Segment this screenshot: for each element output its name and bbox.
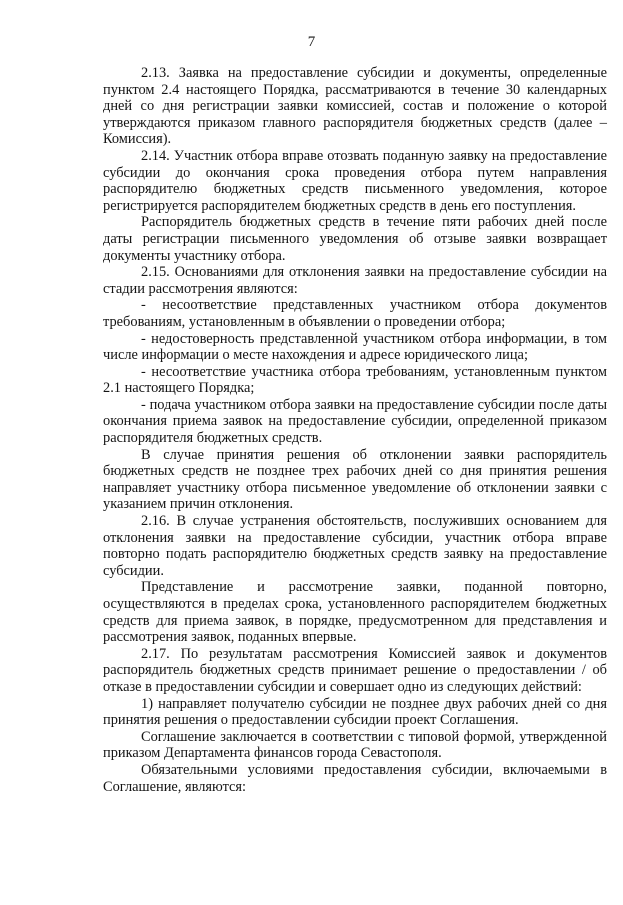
page-number: 7: [307, 34, 316, 50]
paragraph-2-15: 2.15. Основаниями для отклонения заявки на предоставление субсидии на стадии рассмотрения являются:: [103, 264, 607, 297]
list-item-nonconformity-documents: - несоответствие представленных участником отбора документов требованиям, установленным в объявлении о проведении отбора;: [103, 297, 607, 330]
paragraph-return-documents: Распорядитель бюджетных средств в течение пяти рабочих дней после даты регистрации письменного уведомления об отзыве заявки возвращает документы участнику отбора.: [103, 214, 607, 264]
paragraph-action-1: 1) направляет получателю субсидии не позднее двух рабочих дней со дня принятия решения о предоставлении субсидии проект Соглашения.: [103, 695, 607, 729]
paragraph-rejection-notice: В случае принятия решения об отклонении заявки распорядитель бюджетных средств не позднее трех рабочих дней со дня принятия решения направляет участнику отбора письменное уведомление об отклонении заявки с указанием причин отклонения.: [103, 446, 607, 513]
list-item-false-information: - недостоверность представленной участником отбора информации, в том числе информации о месте нахождения и адресе юридического лица;: [103, 330, 607, 364]
paragraph-2-17: 2.17. По результатам рассмотрения Комиссией заявок и документов распорядитель бюджетных средств принимает решение о предоставлении / об отказе в предоставлении субсидии и совершает одно из следующих действий:: [103, 645, 607, 695]
document-body: [103, 65, 607, 795]
paragraph-mandatory-conditions: Обязательными условиями предоставления субсидии, включаемыми в Соглашение, являются:: [103, 761, 607, 795]
paragraph-agreement-form: Соглашение заключается в соответствии с типовой формой, утвержденной приказом Департамента финансов города Севастополя.: [103, 728, 607, 762]
list-item-nonconformity-participant: - несоответствие участника отбора требованиям, установленным пунктом 2.1 настоящего Порядка;: [103, 363, 607, 397]
paragraph-2-13: 2.13. Заявка на предоставление субсидии и документы, определенные пунктом 2.4 настоящего Порядка, рассматриваются в течение 30 календарных дней со дня регистрации заявки комиссией, состав и положение о которой утверждаются приказом главного распорядителя бюджетных средств (далее – Комиссия).: [103, 65, 607, 148]
paragraph-2-14: 2.14. Участник отбора вправе отозвать поданную заявку на предоставление субсидии до окончания срока проведения отбора путем направления распорядителю бюджетных средств письменного уведомления, которое регистрируется распорядителем бюджетных средств в день его поступления.: [103, 147, 607, 214]
paragraph-2-16: 2.16. В случае устранения обстоятельств, послуживших основанием для отклонения заявки на предоставление субсидии, участник отбора вправе повторно подать распорядителю бюджетных средств заявку на предоставление субсидии.: [103, 513, 607, 579]
paragraph-resubmission: Представление и рассмотрение заявки, поданной повторно, осуществляются в пределах срока, установленного распорядителем бюджетных средств для приема заявок, в порядке, предусмотренном для представления и рассмотрения заявок, поданных впервые.: [103, 579, 607, 646]
list-item-late-submission: - подача участником отбора заявки на предоставление субсидии после даты окончания приема заявок на предоставление субсидии, определенной приказом распорядителя бюджетных средств.: [103, 396, 607, 447]
